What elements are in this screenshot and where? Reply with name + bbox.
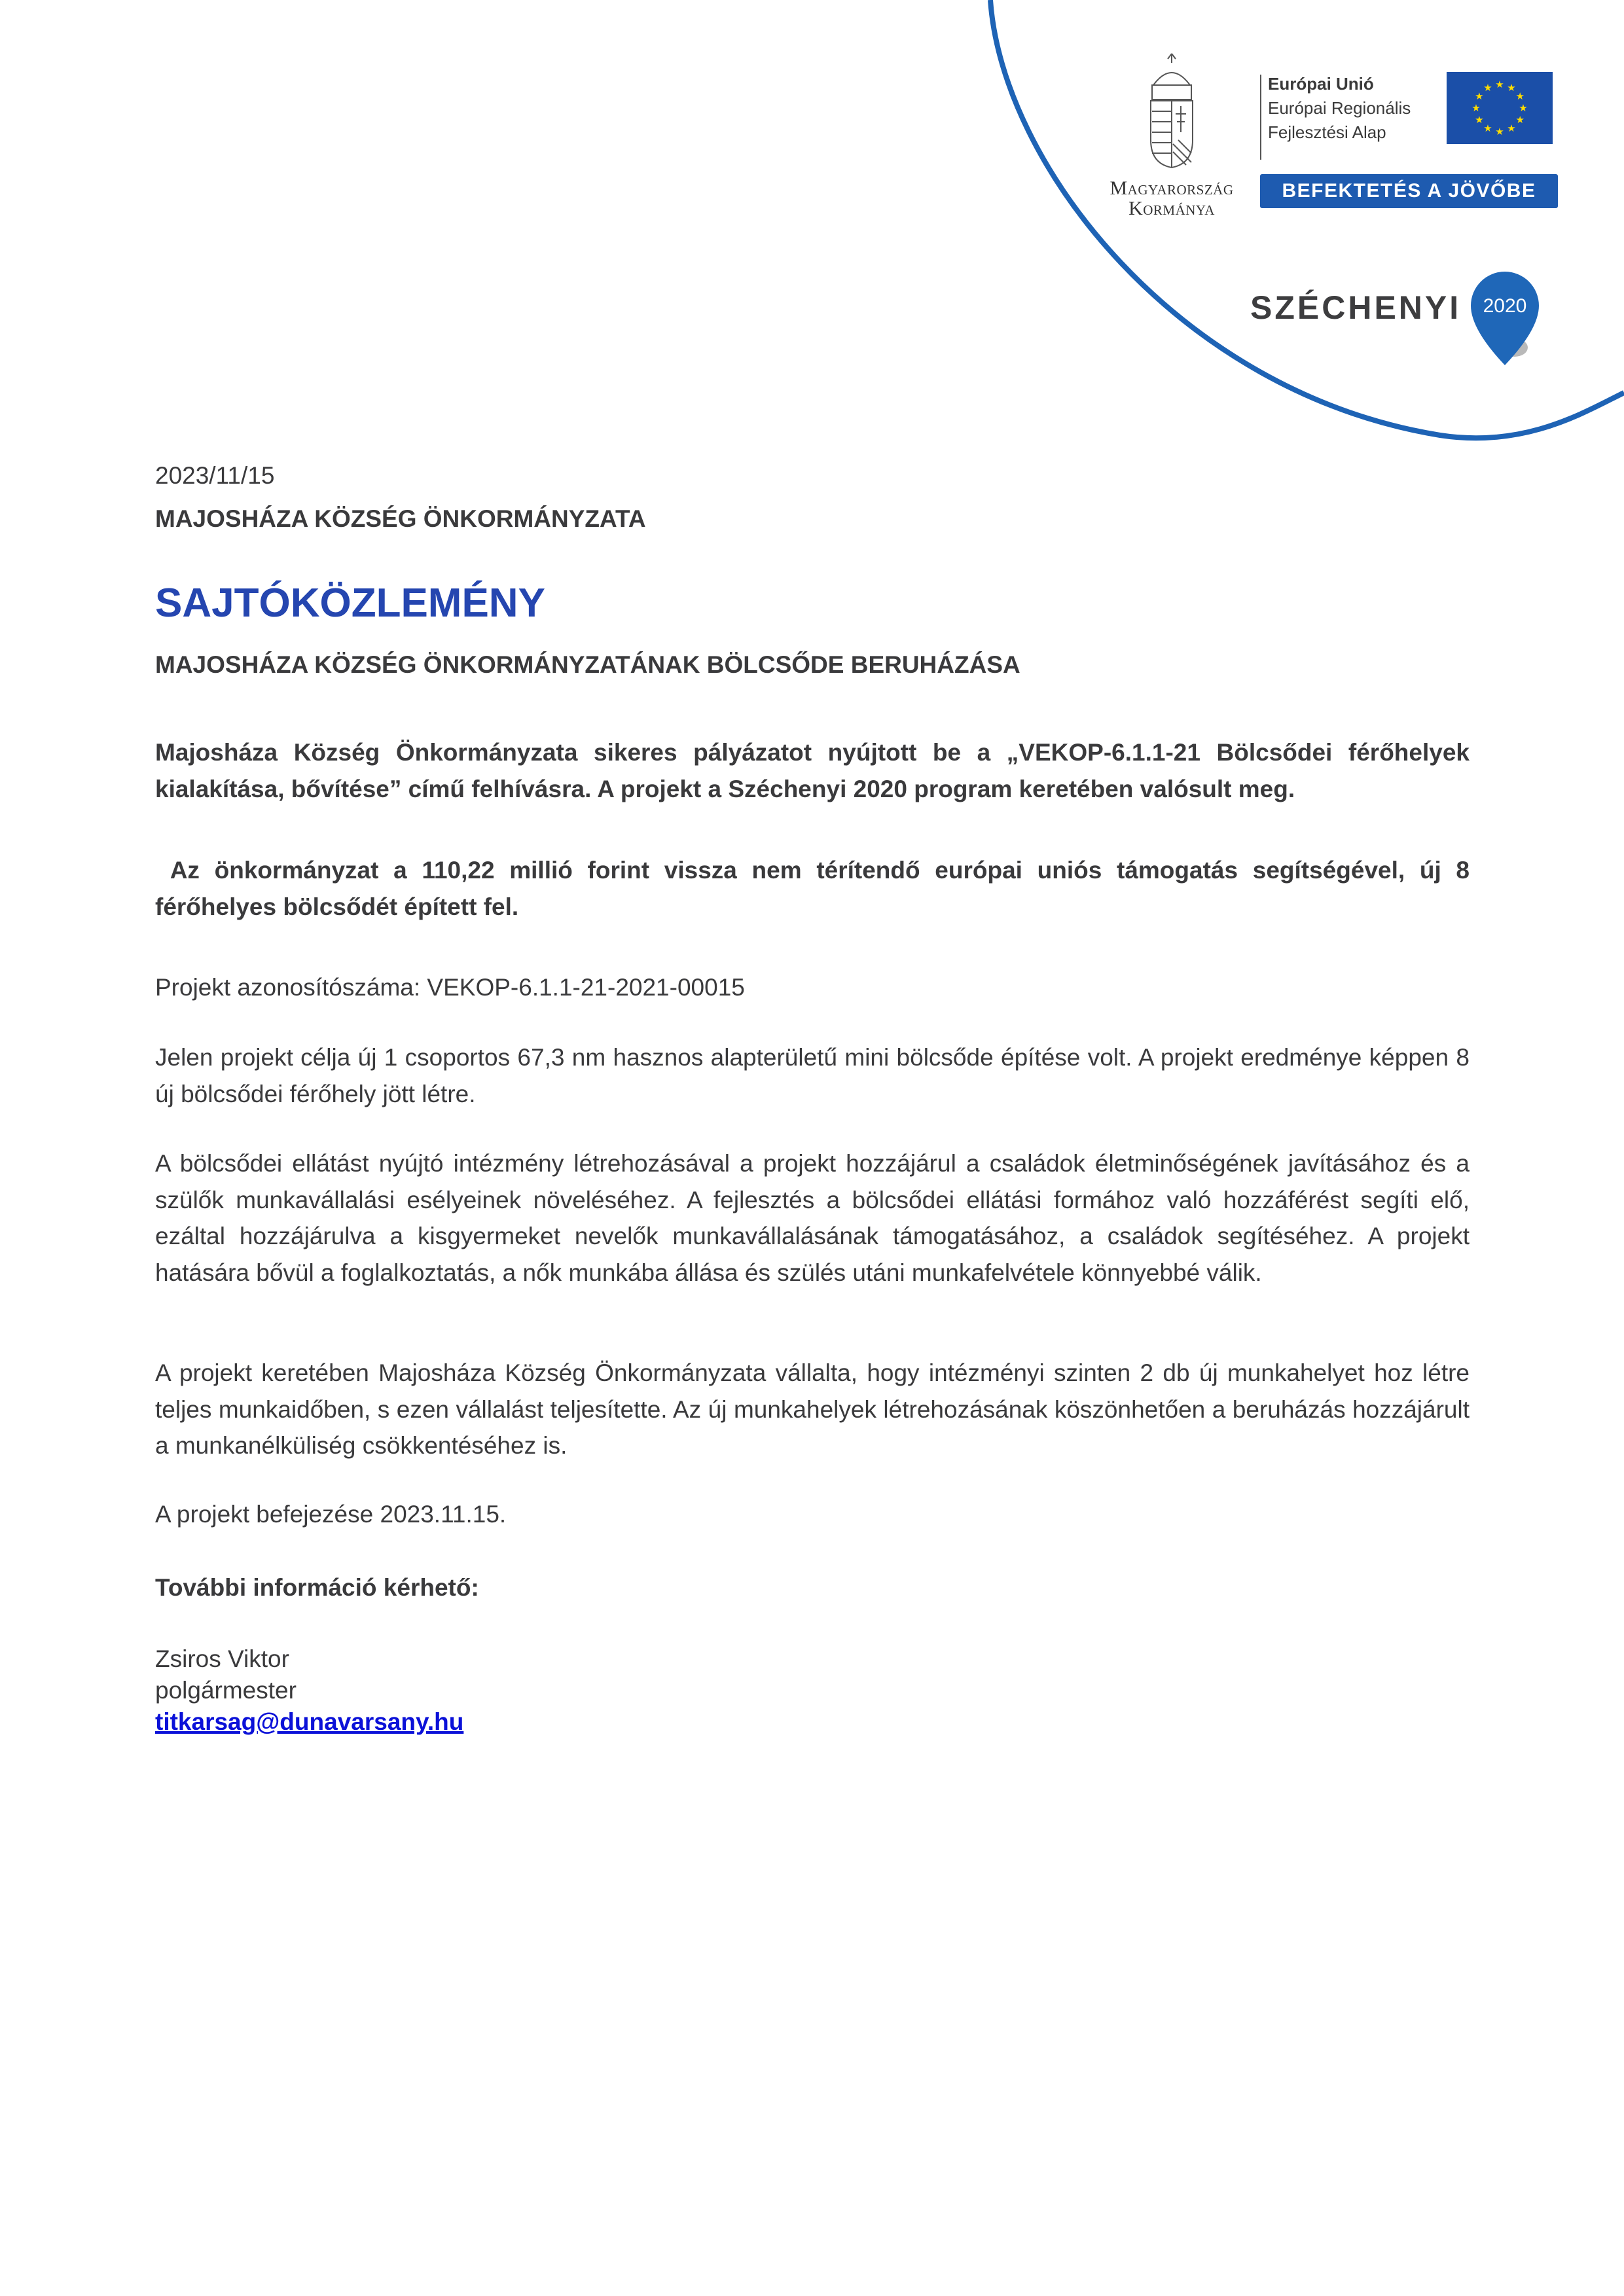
- eu-star-icon: ★: [1471, 103, 1481, 114]
- contact-role: polgármester: [155, 1677, 297, 1704]
- page-subtitle: MAJOSHÁZA KÖZSÉG ÖNKORMÁNYZATÁNAK BÖLCSŐDE BERUHÁZÁSA: [155, 651, 1020, 678]
- eu-star-icon: ★: [1475, 91, 1484, 102]
- jobs-paragraph: A projekt keretében Majosháza Község Önkormányzata vállalta, hogy intézményi szinten 2 db új munkahelyet hoz létre teljes munkaidőben, s ezen vállalást teljesítette. Az új munkahelyek létrehozásának köszönhetően a beruházás hozzájárult a munkanélküliség csökkentéséhez is.: [155, 1359, 1470, 1459]
- eu-star-icon: ★: [1519, 103, 1528, 114]
- contact-block: [155, 1643, 463, 1738]
- eu-star-icon: ★: [1507, 82, 1516, 94]
- eu-star-icon: ★: [1515, 91, 1525, 102]
- contact-email-link[interactable]: titkarsag@dunavarsany.hu: [155, 1708, 464, 1735]
- project-id: Projekt azonosítószáma: VEKOP-6.1.1-21-2021-00015: [155, 974, 745, 1001]
- goal-paragraph: Jelen projekt célja új 1 csoportos 67,3 nm hasznos alapterületű mini bölcsőde építése volt. A projekt eredménye képpen 8 új bölcsődei férőhely jött létre.: [155, 1044, 1470, 1107]
- investment-banner: BEFEKTETÉS A JÖVŐBE: [1260, 174, 1558, 208]
- eu-star-icon: ★: [1483, 82, 1492, 94]
- hungarian-government-logo: [1093, 52, 1250, 219]
- szechenyi-2020-logo: [1250, 259, 1541, 357]
- page-title: SAJTÓKÖZLEMÉNY: [155, 581, 545, 626]
- eu-star-icon: ★: [1507, 123, 1516, 135]
- lead-paragraph-2: Az önkormányzat a 110,22 millió forint vissza nem térítendő európai uniós támogatás segítségével, új 8 férőhelyes bölcsődét épített fel.: [155, 857, 1477, 920]
- completion-date: A projekt befejezése 2023.11.15.: [155, 1501, 507, 1528]
- hungarian-coat-of-arms-icon: [1147, 52, 1197, 169]
- eu-star-icon: ★: [1475, 115, 1484, 126]
- eu-star-icon: ★: [1483, 123, 1492, 135]
- eu-star-icon: ★: [1515, 115, 1525, 126]
- eu-logo-line1: Európai Unió: [1268, 74, 1374, 94]
- lead-paragraph-1: Majosháza Község Önkormányzata sikeres pályázatot nyújtott be a „VEKOP-6.1.1-21 Bölcsődei férőhelyek kialakítása, bővítése” című felhívásra. A projekt a Széchenyi 2020 program keretében valósult meg.: [155, 739, 1470, 802]
- contact-name: Zsiros Viktor: [155, 1645, 289, 1672]
- organization-name: MAJOSHÁZA KÖZSÉG ÖNKORMÁNYZATA: [155, 505, 646, 532]
- eu-fund-logo: [1260, 72, 1558, 208]
- eu-flag-icon: [1447, 72, 1553, 144]
- more-info-label: További információ kérhető:: [155, 1574, 479, 1601]
- svg-text:2020: 2020: [1483, 295, 1527, 317]
- gov-logo-line1: Magyarország: [1110, 177, 1234, 199]
- szechenyi-wordmark: SZÉCHENYI: [1250, 289, 1462, 326]
- eu-logo-line2: Európai Regionális: [1268, 98, 1411, 118]
- eu-star-icon: ★: [1495, 126, 1504, 137]
- release-date: 2023/11/15: [155, 462, 275, 489]
- decorative-arc: [0, 0, 1624, 458]
- map-pin-icon: [1469, 270, 1541, 368]
- eu-star-icon: ★: [1495, 79, 1504, 90]
- gov-logo-line2: Kormánya: [1128, 198, 1215, 219]
- impact-paragraph: A bölcsődei ellátást nyújtó intézmény létrehozásával a projekt hozzájárul a családok életminőségének javításához és a szülők munkavállalási esélyeinek növeléséhez. A fejlesztés a bölcsődei ellátási formához való hozzáférést segíti elő, ezáltal hozzájárulva a kisgyermeket nevelők munkavállalásának támogatásához, a családok segítéséhez. A projekt hatására bővül a foglalkoztatás, a nők munkába állása és szülés utáni munkafelvétele könnyebbé válik.: [155, 1150, 1470, 1286]
- logo-divider: [1260, 75, 1261, 160]
- eu-logo-line3: Fejlesztési Alap: [1268, 122, 1386, 142]
